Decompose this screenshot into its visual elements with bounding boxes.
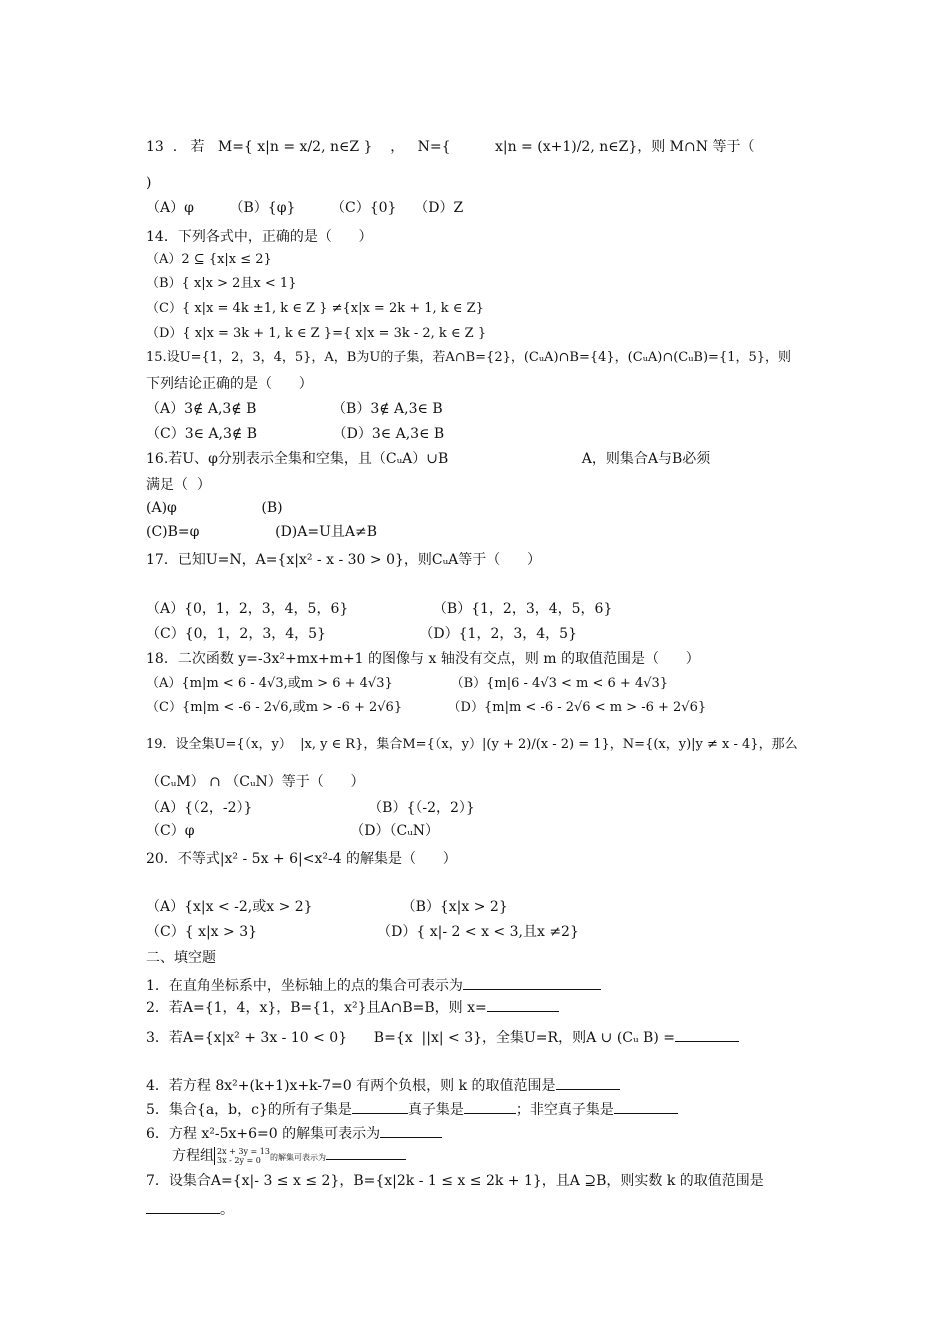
fill-2-blank[interactable]: [487, 997, 559, 1012]
q16-options-cd: (C)B=φ (D)A=U且A≠B: [146, 524, 378, 540]
q16-stem-1: 16.若U、φ分别表示全集和空集，且（CᵤA）∪B A，则集合A与B必须: [146, 451, 711, 467]
q17-options-cd: （C）{0，1，2，3，4，5} （D）{1，2，3，4，5}: [146, 626, 577, 642]
fill-5: [146, 1099, 678, 1119]
fill-6-system-label: 方程组: [172, 1148, 214, 1164]
fill-5-blank-c[interactable]: [614, 1099, 678, 1114]
q13-options: （A）φ （B）{φ} （C）{0} （D）Z: [146, 200, 464, 216]
fill-7-blank[interactable]: [146, 1199, 220, 1214]
fill-3-blank[interactable]: [675, 1027, 739, 1042]
q20-options-cd: （C）{ x|x > 3} （D）{ x|- 2 < x < 3,且x ≠2}: [146, 924, 579, 940]
fill-6-blank[interactable]: [380, 1123, 442, 1138]
q14-option-b: （B）{ x|x > 2且x < 1}: [146, 276, 297, 291]
q17-stem: 17．已知U=N，A={x|x² - x - 30 > 0}，则CᵤA等于（ ）: [146, 552, 541, 568]
fill-6-system-text: 的解集可表示为: [269, 1153, 326, 1162]
q14-option-d: （D）{ x|x = 3k + 1, k ∈ Z }={ x|x = 3k - 2, k ∈ Z }: [146, 326, 487, 341]
fill-5-text-a: 5．集合{a，b，c}的所有子集是: [146, 1102, 352, 1118]
fill-4: [146, 1075, 620, 1095]
fill-6-system: [172, 1145, 406, 1167]
fill-6-system-blank[interactable]: [326, 1145, 406, 1160]
fill-3-text: 3．若A={x|x² + 3x - 10 < 0} B={x ||x| < 3}，全集U=R，则A ∪ (Cᵤ B) =: [146, 1030, 675, 1046]
q19-stem-2: （CᵤM） ∩ （CᵤN）等于（ ）: [146, 774, 365, 790]
q18-options-ab: （A）{m|m < 6 - 4√3,或m > 6 + 4√3} （B）{m|6 - 4√3 < m < 6 + 4√3}: [146, 676, 669, 691]
q18-stem: 18．二次函数 y=-3x²+mx+m+1 的图像与 x 轴没有交点，则 m 的取值范围是（ ）: [146, 651, 700, 667]
fill-5-text-b: 真子集是: [407, 1102, 464, 1118]
fill-2-text: 2．若A={1，4，x}，B={1，x²}且A∩B=B，则 x=: [146, 1000, 487, 1016]
q15-options-cd: （C）3∈ A,3∉ B （D）3∈ A,3∈ B: [146, 426, 445, 442]
fill-3: [146, 1027, 739, 1047]
fill-6: [146, 1123, 442, 1143]
q15-stem-2: 下列结论正确的是（ ）: [146, 376, 313, 392]
fill-1-text: 1．在直角坐标系中，坐标轴上的点的集合可表示为: [146, 978, 463, 994]
fill-1-blank[interactable]: [463, 975, 601, 990]
fill-7-line1: 7．设集合A={x|- 3 ≤ x ≤ 2}，B={x|2k - 1 ≤ x ≤ 2k + 1}，且A ⊇B，则实数 k 的取值范围是: [146, 1173, 764, 1189]
q18-options-cd: （C）{m|m < -6 - 2√6,或m > -6 + 2√6} （D）{m|m < -6 - 2√6 < m > -6 + 2√6}: [146, 700, 707, 715]
q20-stem: 20．不等式|x² - 5x + 6|<x²-4 的解集是（ ）: [146, 851, 457, 867]
fill-5-text-c: ；非空真子集是: [515, 1102, 614, 1118]
equation-system: [214, 1147, 270, 1165]
q13-line1: 13 . 若 M={ x|n = x/2, n∈Z } ， N={ x|n = (x+1)/2, n∈Z}，则 M∩N 等于（: [146, 139, 755, 155]
q19-stem-1: 19．设全集U={（x，y） |x, y ∈ R}，集合M={（x，y）|(y + 2)/(x - 2) = 1}，N={(x，y)|y ≠ x - 4}，那么: [146, 737, 798, 752]
q19-options-cd: （C）φ （D）（CᵤN）: [146, 823, 440, 839]
fill-5-blank-a[interactable]: [352, 1099, 408, 1114]
fill-6-text: 6．方程 x²-5x+6=0 的解集可表示为: [146, 1126, 381, 1142]
fill-2: [146, 997, 559, 1017]
fill-5-blank-b[interactable]: [464, 1099, 516, 1114]
q16-options-ab: (A)φ (B): [146, 500, 283, 516]
section-heading-fill-in: 二、填空题: [146, 950, 216, 966]
equation-1: 2x + 3y = 13: [217, 1147, 270, 1156]
fill-4-text: 4．若方程 8x²+(k+1)x+k-7=0 有两个负根，则 k 的取值范围是: [146, 1078, 556, 1094]
q19-options-ab: （A）{（2，-2）} （B）{（-2，2）}: [146, 800, 475, 816]
q17-options-ab: （A）{0，1，2，3，4，5，6} （B）{1，2，3，4，5，6}: [146, 601, 613, 617]
fill-4-blank[interactable]: [556, 1075, 620, 1090]
fill-1: [146, 975, 601, 995]
q14-stem: 14．下列各式中，正确的是（ ）: [146, 229, 373, 245]
q16-stem-2: 满足（ ）: [146, 477, 211, 493]
q14-option-c: （C）{ x|x = 4k ±1, k ∈ Z } ≠{x|x = 2k + 1, k ∈ Z}: [146, 301, 484, 316]
q20-options-ab: （A）{x|x < -2,或x > 2} （B）{x|x > 2}: [146, 899, 508, 915]
q15-options-ab: （A）3∉ A,3∉ B （B）3∉ A,3∈ B: [146, 401, 443, 417]
fill-7-line2: [146, 1199, 234, 1219]
fill-7-period: 。: [220, 1202, 234, 1218]
equation-2: 3x - 2y = 0: [217, 1156, 261, 1165]
q15-stem-1: 15.设U={1，2，3，4，5}，A，B为U的子集，若A∩B={2}，(CᵤA)∩B={4}，(CᵤA)∩(CᵤB)={1，5}，则: [146, 350, 792, 365]
q14-option-a: （A）2 ⊆ {x|x ≤ 2}: [146, 252, 272, 267]
q13-line2: ): [146, 175, 152, 191]
